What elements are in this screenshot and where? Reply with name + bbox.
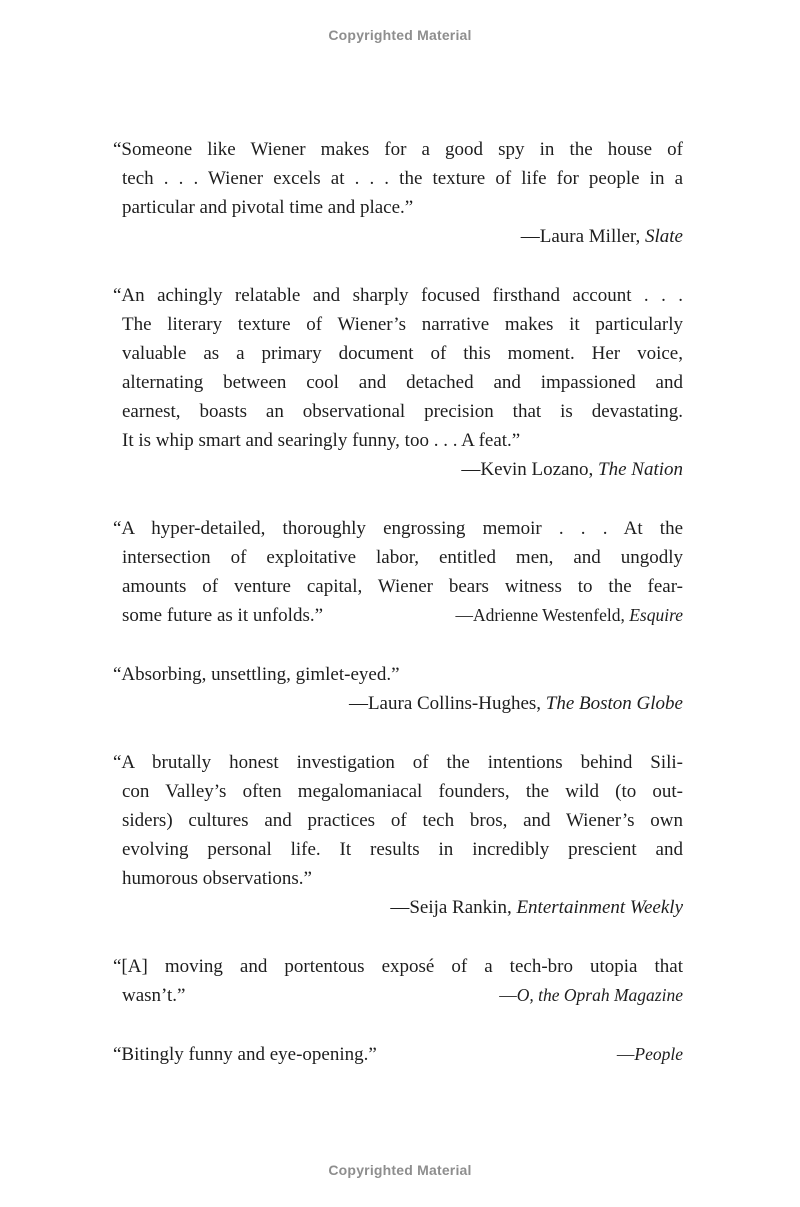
quote-line: “Someone like Wiener makes for a good spy in the house of <box>113 139 683 160</box>
quote-line: earnest, boasts an observational precision that is devastating. <box>122 401 683 422</box>
quote-attribution-line <box>113 455 683 484</box>
quote-line: tech . . . Wiener excels at . . . the texture of life for people in a <box>122 168 683 189</box>
quote-attribution: —Laura Miller, Slate <box>520 226 683 247</box>
copyright-notice-top: Copyrighted Material <box>328 27 472 43</box>
quote-block <box>113 1040 683 1069</box>
quote-attribution-line <box>113 689 683 718</box>
quote-attribution: —Kevin Lozano, The Nation <box>461 459 683 480</box>
quote-attribution: —Adrienne Westenfeld, Esquire <box>455 605 683 625</box>
attribution-source: The Boston Globe <box>545 693 683 714</box>
quote-attribution: —Seija Rankin, Entertainment Weekly <box>390 897 683 918</box>
quote-line-text: wasn’t.” <box>122 985 186 1006</box>
quote-line-text: some future as it unfolds.” <box>122 605 324 626</box>
quote-line: alternating between cool and detached and impassioned and <box>122 372 683 393</box>
attribution-source: Esquire <box>629 605 683 625</box>
attribution-source: The Nation <box>598 459 683 480</box>
quote-block <box>113 952 683 1010</box>
attribution-source: Slate <box>645 226 683 247</box>
copyright-notice-bottom: Copyrighted Material <box>328 1162 472 1178</box>
quote-line: evolving personal life. It results in incredibly prescient and <box>122 839 683 860</box>
quote-attribution-line <box>113 222 683 251</box>
quote-line: The literary texture of Wiener’s narrative makes it particularly <box>122 314 683 335</box>
quote-last-line <box>113 1040 683 1069</box>
attribution-source: People <box>634 1044 683 1064</box>
quote-attribution: —Laura Collins-Hughes, The Boston Globe <box>348 693 683 714</box>
quote-line: “[A] moving and portentous exposé of a tech-bro utopia that <box>113 956 683 977</box>
quote-attribution: —People <box>616 1044 683 1064</box>
quote-block <box>113 135 683 251</box>
attribution-source: Entertainment Weekly <box>516 897 683 918</box>
quote-line: con Valley’s often megalomaniacal founders, the wild (to out- <box>122 781 683 802</box>
quote-last-line <box>113 601 683 630</box>
quote-line: siders) cultures and practices of tech bros, and Wiener’s own <box>122 810 683 831</box>
quote-line: “A brutally honest investigation of the intentions behind Sili- <box>113 752 683 773</box>
praise-quotes-list <box>113 135 683 1069</box>
quote-block <box>113 748 683 922</box>
quote-block <box>113 660 683 718</box>
quote-line: intersection of exploitative labor, entitled men, and ungodly <box>122 547 683 568</box>
attribution-source: O, the Oprah Magazine <box>516 985 683 1005</box>
quote-attribution-line <box>113 893 683 922</box>
quote-line: It is whip smart and searingly funny, too . . . A feat.” <box>122 430 521 451</box>
quote-block <box>113 281 683 484</box>
quote-line: “An achingly relatable and sharply focused firsthand account . . . <box>113 285 683 306</box>
quote-line: “Absorbing, unsettling, gimlet-eyed.” <box>113 664 400 685</box>
quote-block <box>113 514 683 630</box>
quote-last-line <box>113 981 683 1010</box>
quote-line: particular and pivotal time and place.” <box>122 197 414 218</box>
quote-line: valuable as a primary document of this moment. Her voice, <box>122 343 683 364</box>
quote-line-text: “Bitingly funny and eye-opening.” <box>113 1044 377 1065</box>
quote-line: “A hyper-detailed, thoroughly engrossing memoir . . . At the <box>113 518 683 539</box>
quote-line: humorous observations.” <box>122 868 312 889</box>
quote-attribution: —O, the Oprah Magazine <box>499 985 683 1005</box>
quote-line: amounts of venture capital, Wiener bears witness to the fear- <box>122 576 683 597</box>
